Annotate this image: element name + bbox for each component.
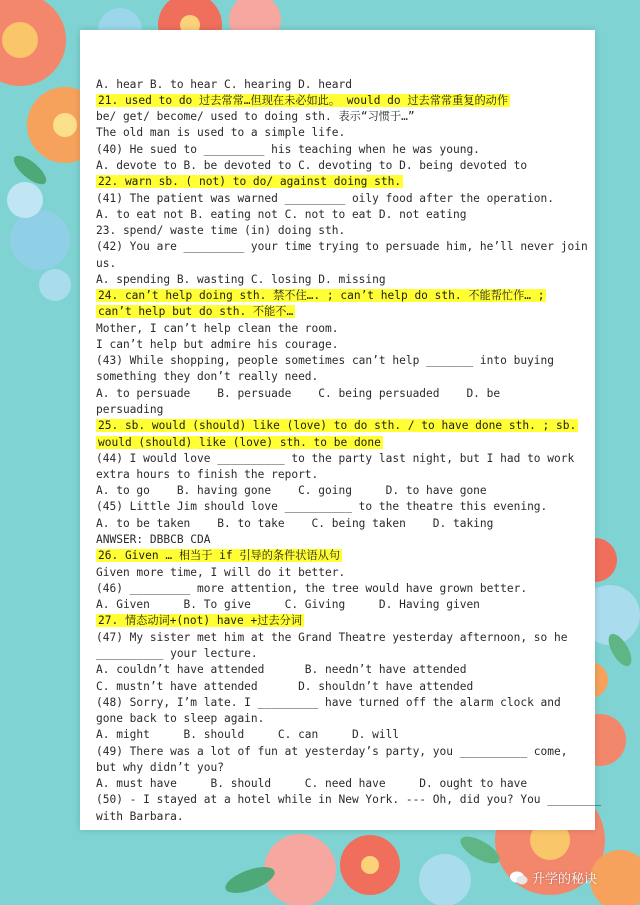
text-line (96, 159, 527, 173)
line-text: with Barbara. (96, 810, 184, 823)
text-line (96, 777, 527, 791)
text-line (96, 175, 403, 189)
text-line (96, 810, 184, 824)
text-line (96, 338, 338, 352)
text-line (96, 517, 493, 531)
line-text: A. hear B. to hear C. hearing D. heard (96, 78, 352, 91)
text-line (96, 663, 466, 677)
line-text: 23. spend/ waste time (in) doing sth. (96, 224, 346, 237)
line-text: I can’t help but admire his courage. (96, 338, 339, 351)
text-line (96, 208, 466, 222)
text-line (96, 728, 399, 742)
line-text: (43) While shopping, people sometimes can’t help _______ into buying (96, 354, 555, 367)
text-line (96, 387, 500, 401)
text-line (96, 566, 345, 580)
text-line (96, 78, 352, 92)
text-line (96, 631, 567, 645)
line-text: (47) My sister met him at the Grand Theatre yesterday afternoon, so he (96, 631, 568, 644)
line-text: (50) - I stayed at a hotel while in New York. --- Oh, did you? You ________ (96, 793, 602, 806)
line-text: A. to eat not B. eating not C. not to eat D. not eating (96, 208, 467, 221)
line-text: persuading (96, 403, 164, 416)
highlighted-text: 21. used to do 过去常常…但现在未必如此。 would do 过去常常重复的动作 (98, 94, 509, 107)
text-line (96, 370, 318, 384)
line-text: (41) The patient was warned _________ oily food after the operation. (96, 192, 555, 205)
text-line (96, 143, 480, 157)
line-text: (42) You are _________ your time trying to persuade him, he’ll never join (96, 240, 588, 253)
text-line (96, 598, 480, 612)
text-line (96, 354, 554, 368)
text-line (96, 289, 546, 303)
line-text: The old man is used to a simple life. (96, 126, 346, 139)
line-text: us. (96, 257, 117, 270)
line-text: something they don’t really need. (96, 370, 319, 383)
line-text: but why didn’t you? (96, 761, 224, 774)
text-line (96, 761, 224, 775)
text-line (96, 240, 588, 254)
text-line (96, 273, 386, 287)
text-line (96, 257, 116, 271)
text-line (96, 403, 163, 417)
highlighted-text: 22. warn sb. ( not) to do/ against doing sth. (98, 175, 402, 188)
line-text: Given more time, I will do it better. (96, 566, 346, 579)
text-line (96, 224, 345, 238)
highlighted-text: 24. can’t help doing sth. 禁不住…. ; can’t help do sth. 不能帮忙作… ; (98, 289, 545, 302)
text-line (96, 549, 342, 563)
line-text: (46) _________ more attention, the tree would have grown better. (96, 582, 528, 595)
text-line (96, 745, 567, 759)
highlighted-text: 26. Given … 相当于 if 引导的条件状语从句 (98, 549, 341, 562)
text-line (96, 126, 345, 140)
text-line (96, 614, 304, 628)
text-line (96, 500, 547, 514)
line-text: A. to go B. having gone C. going D. to have gone (96, 484, 487, 497)
line-text: gone back to sleep again. (96, 712, 265, 725)
highlighted-text: 25. sb. would (should) like (love) to do sth. / to have done sth. ; sb. (98, 419, 577, 432)
text-line (96, 647, 258, 661)
text-line (96, 94, 510, 108)
text-line (96, 793, 601, 807)
highlighted-text: can’t help but do sth. 不能不… (98, 305, 294, 318)
line-text: A. devote to B. be devoted to C. devoting to D. being devoted to (96, 159, 528, 172)
text-line (96, 452, 574, 466)
line-text: C. mustn’t have attended D. shouldn’t have attended (96, 680, 474, 693)
text-line (96, 110, 415, 124)
watermark (510, 868, 597, 887)
wechat-icon (510, 871, 528, 885)
text-line (96, 419, 578, 433)
highlighted-text: 27. 情态动词+(not) have +过去分词 (98, 614, 303, 627)
text-line (96, 582, 527, 596)
line-text: extra hours to finish the report. (96, 468, 319, 481)
line-text: ANWSER: DBBCB CDA (96, 533, 211, 546)
text-line (96, 696, 561, 710)
line-text: (45) Little Jim should love __________ to the theatre this evening. (96, 500, 548, 513)
text-line (96, 533, 211, 547)
highlighted-text: would (should) like (love) sth. to be done (98, 436, 381, 449)
text-line (96, 436, 383, 450)
line-text: (49) There was a lot of fun at yesterday’s party, you __________ come, (96, 745, 568, 758)
text-line (96, 712, 264, 726)
text-line (96, 322, 338, 336)
line-text: A. couldn’t have attended B. needn’t have attended (96, 663, 467, 676)
line-text: A. might B. should C. can D. will (96, 728, 400, 741)
line-text: A. must have B. should C. need have D. ought to have (96, 777, 528, 790)
line-text: (48) Sorry, I’m late. I _________ have turned off the alarm clock and (96, 696, 561, 709)
line-text: A. to be taken B. to take C. being taken D. taking (96, 517, 494, 530)
line-text: be/ get/ become/ used to doing sth. 表示“习惯于…” (96, 110, 415, 123)
line-text: __________ your lecture. (96, 647, 258, 660)
line-text: Mother, I can’t help clean the room. (96, 322, 339, 335)
text-line (96, 680, 473, 694)
text-line (96, 305, 295, 319)
line-text: A. Given B. To give C. Giving D. Having given (96, 598, 480, 611)
watermark-text: 升学的秘诀 (532, 872, 598, 887)
line-text: (40) He sued to _________ his teaching when he was young. (96, 143, 480, 156)
text-line (96, 468, 318, 482)
line-text: A. spending B. wasting C. losing D. missing (96, 273, 386, 286)
text-line (96, 484, 487, 498)
line-text: A. to persuade B. persuade C. being persuaded D. be (96, 387, 501, 400)
text-line (96, 192, 554, 206)
line-text: (44) I would love __________ to the party last night, but I had to work (96, 452, 575, 465)
